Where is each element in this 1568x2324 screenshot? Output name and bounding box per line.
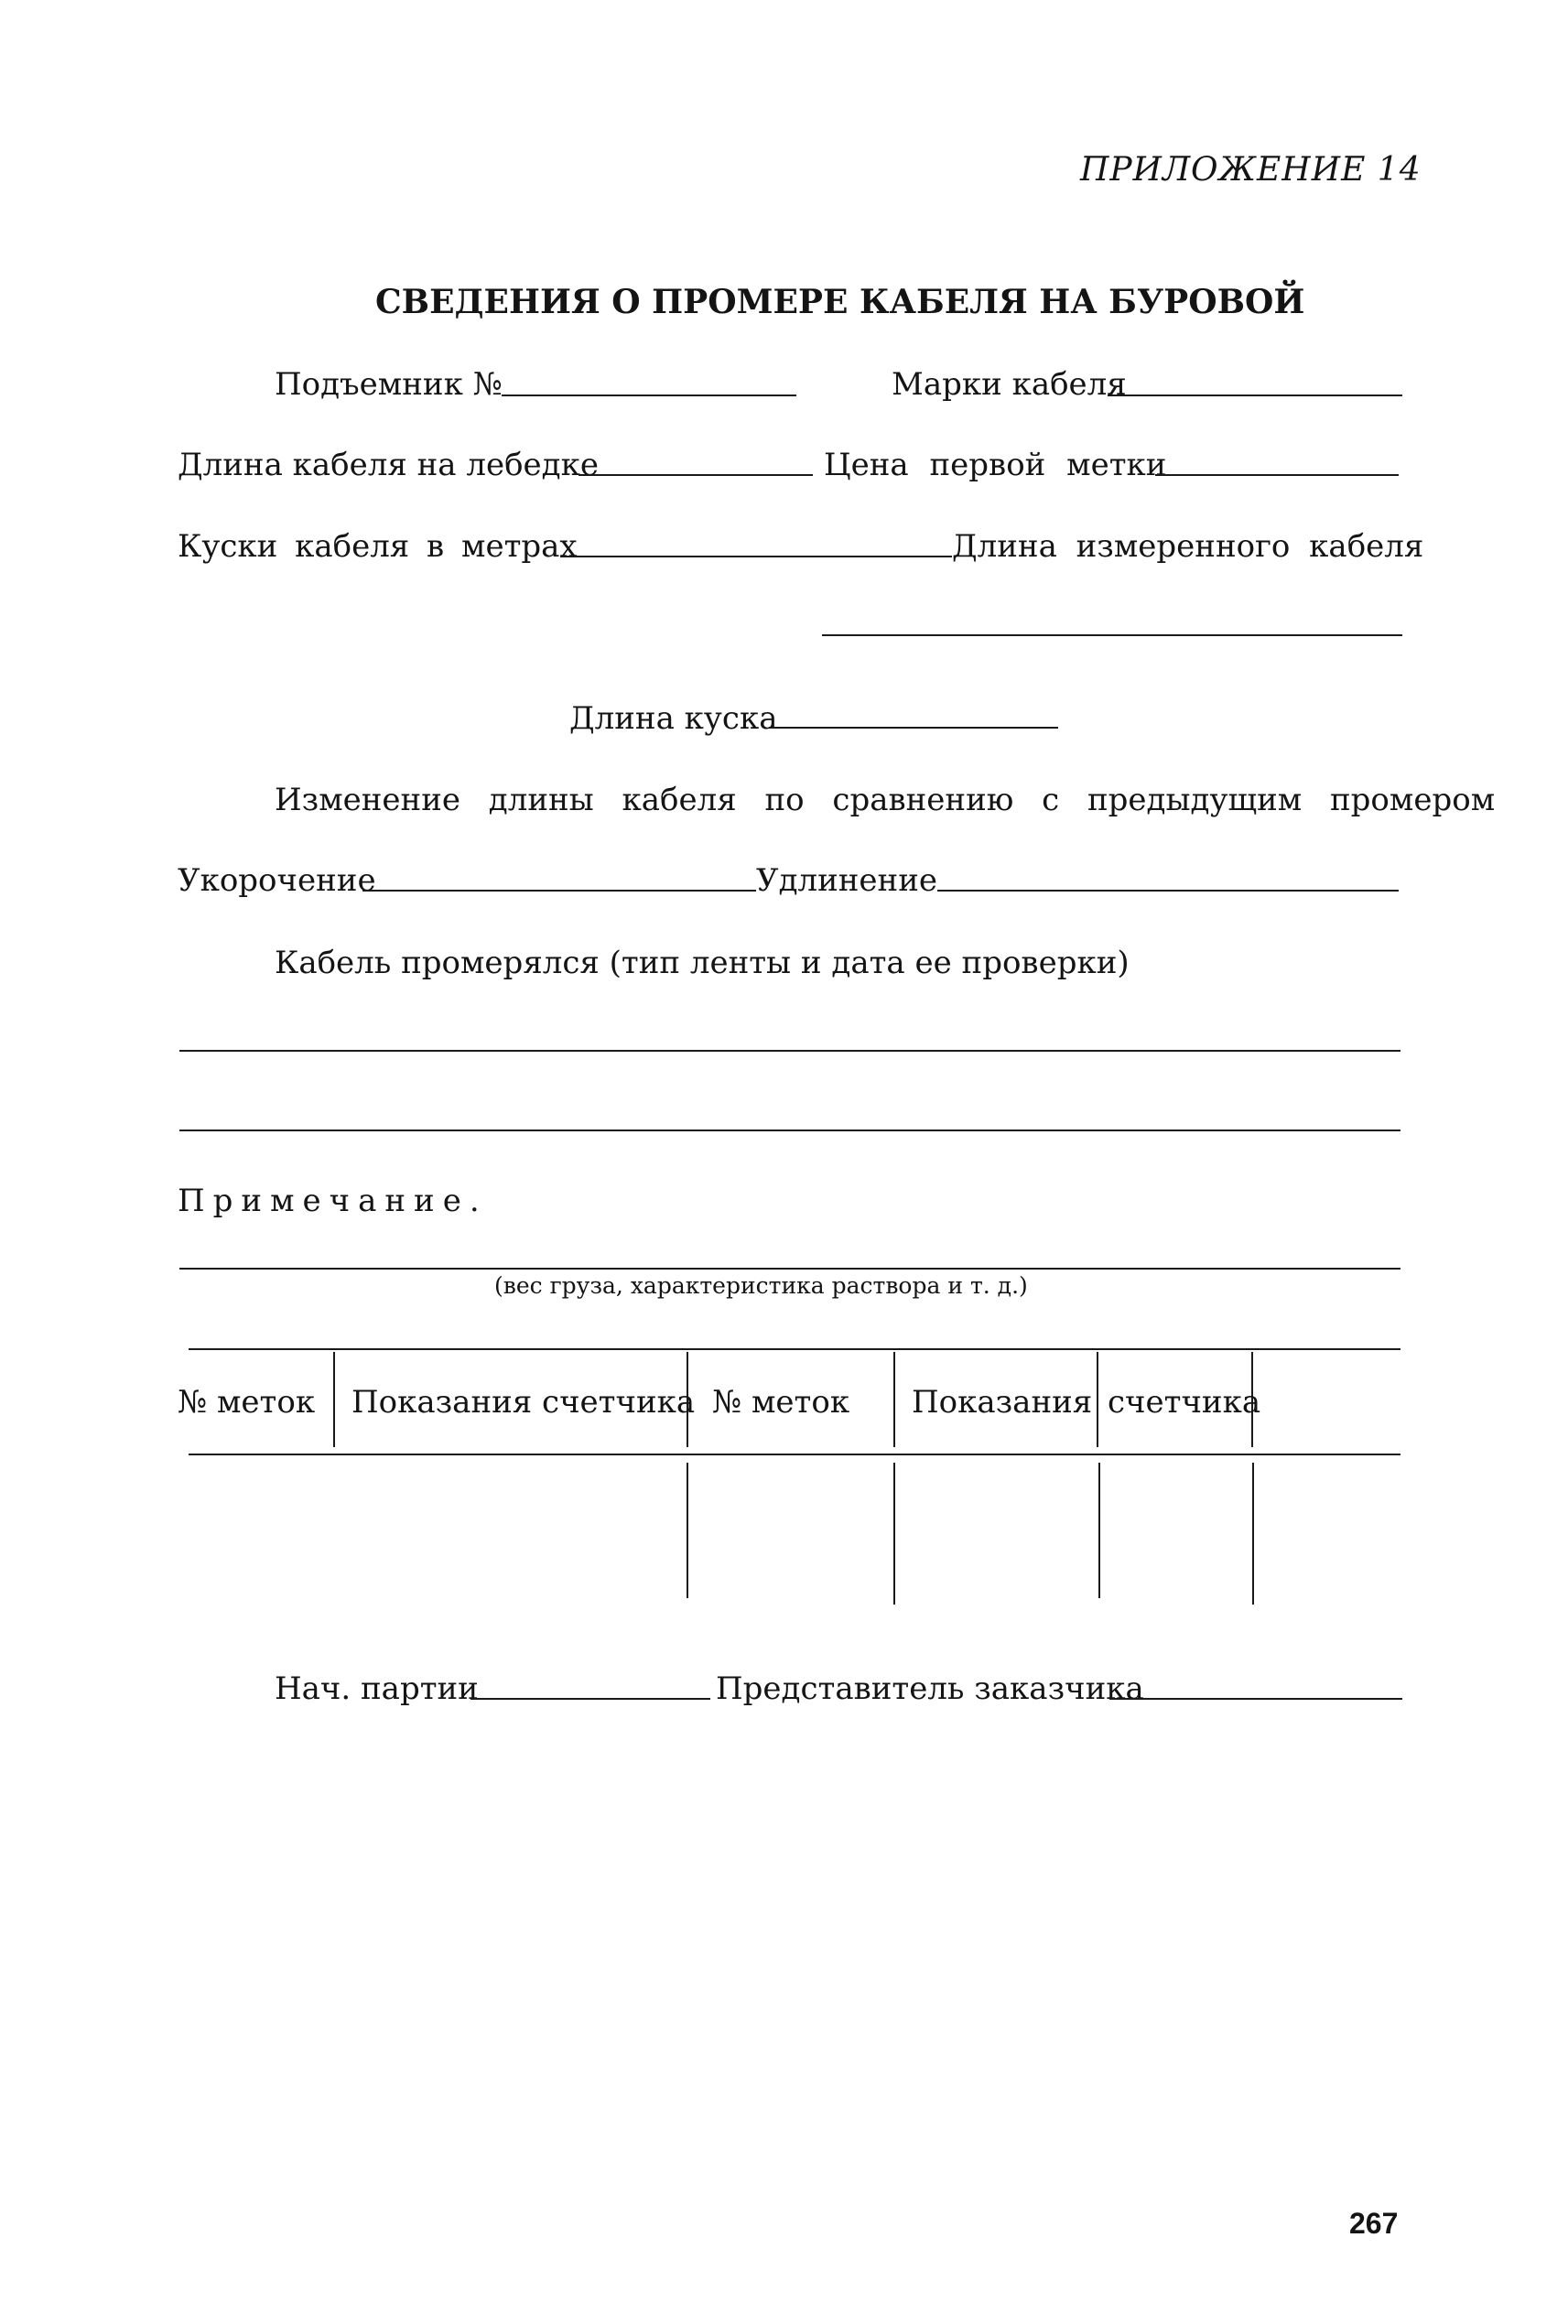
- table-header-cell: Показания счетчика: [351, 1384, 696, 1421]
- shortening-label: Укорочение: [178, 862, 376, 899]
- first-mark-value-label: Цена первой метки: [824, 447, 1167, 483]
- length-change-text: Изменение длины кабеля по сравнению с предыдущим промером: [275, 782, 1496, 818]
- piece-length-label: Длина куска: [569, 700, 778, 737]
- table-header-cell: № меток: [178, 1384, 316, 1421]
- table-header-divider: [333, 1352, 335, 1447]
- table-header-cell: Показания: [912, 1384, 1093, 1421]
- page-title: СВЕДЕНИЯ О ПРОМЕРЕ КАБЕЛЯ НА БУРОВОЙ: [375, 283, 1305, 321]
- measured-cable-length-label: Длина измеренного кабеля: [952, 528, 1424, 565]
- client-rep-line[interactable]: [1109, 1698, 1402, 1700]
- note-line[interactable]: [179, 1268, 1400, 1270]
- lift-number-line[interactable]: [502, 395, 796, 396]
- appendix-label: ПРИЛОЖЕНИЕ 14: [1080, 151, 1422, 189]
- table-header-cell: № меток: [712, 1384, 850, 1421]
- cable-brand-label: Марки кабеля: [892, 366, 1127, 403]
- table-body-divider: [1252, 1463, 1254, 1605]
- first-mark-value-line[interactable]: [1155, 474, 1399, 476]
- cable-brand-line[interactable]: [1108, 395, 1402, 396]
- client-rep-label: Представитель заказчика: [716, 1670, 1144, 1707]
- measured-with-line-2[interactable]: [179, 1130, 1400, 1131]
- party-head-label: Нач. партии: [275, 1670, 479, 1707]
- note-label: Примечание.: [178, 1183, 488, 1219]
- piece-length-line[interactable]: [769, 727, 1058, 729]
- table-body-divider: [687, 1463, 688, 1598]
- table-header-cell: счетчика: [1108, 1384, 1261, 1421]
- table-header-rule: [189, 1454, 1400, 1455]
- measured-with-line-1[interactable]: [179, 1050, 1400, 1052]
- lengthening-label: Удлинение: [756, 862, 937, 899]
- lengthening-line[interactable]: [937, 890, 1399, 892]
- table-header-divider: [1097, 1352, 1098, 1447]
- table-body-divider: [893, 1463, 895, 1605]
- cable-pieces-line[interactable]: [560, 556, 952, 557]
- party-head-line[interactable]: [470, 1698, 710, 1700]
- note-hint: (вес груза, характеристика раствора и т. д.): [494, 1272, 1028, 1299]
- table-body-divider: [1098, 1463, 1100, 1598]
- cable-pieces-label: Куски кабеля в метрах: [178, 528, 578, 565]
- length-change-label: [275, 782, 1496, 818]
- table-top-rule: [189, 1348, 1400, 1350]
- measured-cable-length-line[interactable]: [822, 634, 1402, 636]
- page-number: 267: [1349, 2207, 1399, 2240]
- lift-number-label: Подъемник №: [275, 366, 503, 403]
- shortening-line[interactable]: [362, 890, 756, 892]
- measured-with-label: Кабель промерялся (тип ленты и дата ее проверки): [275, 945, 1130, 981]
- cable-length-winch-line[interactable]: [579, 474, 813, 476]
- table-header-divider: [893, 1352, 895, 1447]
- cable-length-winch-label: Длина кабеля на лебедке: [178, 447, 599, 483]
